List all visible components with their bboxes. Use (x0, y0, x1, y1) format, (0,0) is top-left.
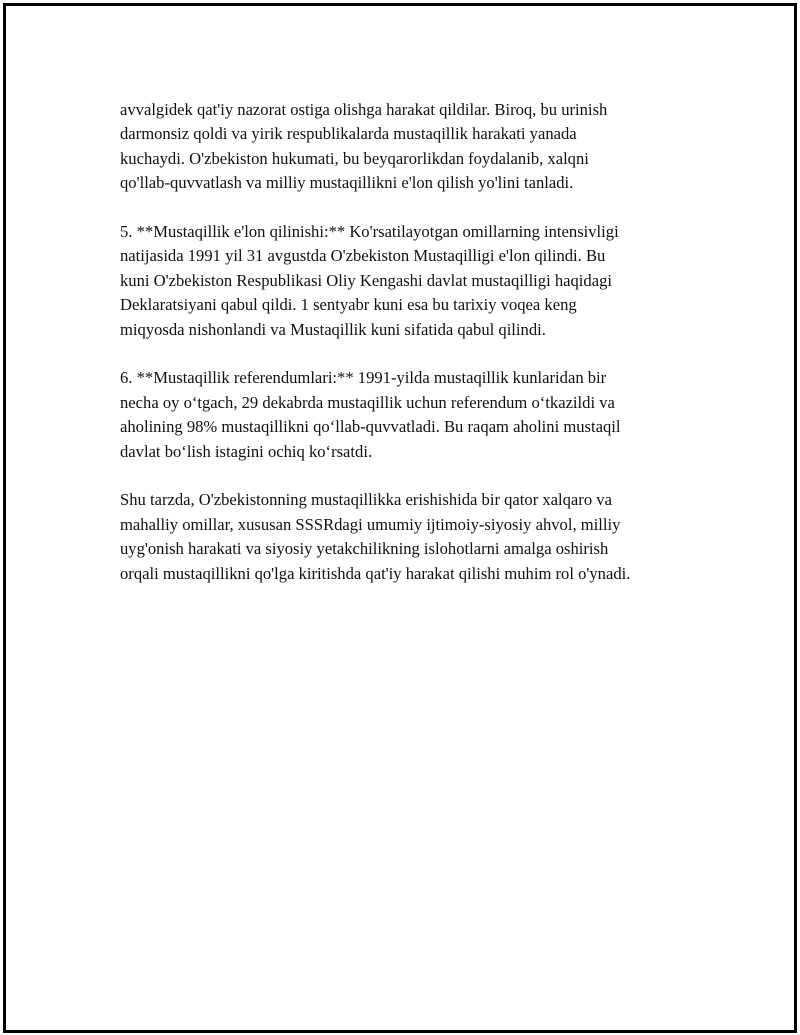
text-line: 5. **Mustaqillik e'lon qilinishi:** Ko'rsatilayotgan omillarning intensivligi (120, 222, 619, 242)
text-line: kuni O'zbekiston Respublikasi Oliy Kengashi davlat mustaqilligi haqidagi (120, 270, 612, 290)
paragraph-independence-declaration (120, 220, 700, 342)
text-line: mahalliy omillar, xususan SSSRdagi umumiy ijtimoiy-siyosiy ahvol, milliy (120, 514, 621, 534)
text-line: orqali mustaqillikni qo'lga kiritishda qat'iy harakat qilishi muhim rol o'ynadi. (120, 563, 631, 583)
text-line: davlat bo‘lish istagini ochiq ko‘rsatdi. (120, 441, 373, 461)
text-line: kuchaydi. O'zbekiston hukumati, bu beyqarorlikdan foydalanib, xalqni (120, 148, 589, 168)
text-line: aholining 98% mustaqillikni qo‘llab-quvvatladi. Bu raqam aholini mustaqil (120, 417, 621, 437)
document-body (120, 98, 700, 610)
paragraph-referendum (120, 366, 700, 464)
text-line: darmonsiz qoldi va yirik respublikalarda mustaqillik harakati yanada (120, 124, 577, 144)
text-line: qo'llab-quvvatlash va milliy mustaqillikni e'lon qilish yo'lini tanladi. (120, 173, 574, 193)
text-line: 6. **Mustaqillik referendumlari:** 1991-yilda mustaqillik kunlaridan bir (120, 368, 607, 388)
paragraph-continuation (120, 98, 700, 196)
paragraph-conclusion (120, 488, 700, 586)
text-line: necha oy o‘tgach, 29 dekabrda mustaqillik uchun referendum o‘tkazildi va (120, 392, 615, 412)
text-line: uyg'onish harakati va siyosiy yetakchilikning islohotlarni amalga oshirish (120, 539, 609, 559)
text-line: Shu tarzda, O'zbekistonning mustaqillikka erishishida bir qator xalqaro va (120, 490, 612, 510)
text-line: miqyosda nishonlandi va Mustaqillik kuni sifatida qabul qilindi. (120, 319, 546, 339)
text-line: Deklaratsiyani qabul qildi. 1 sentyabr kuni esa bu tarixiy voqea keng (120, 295, 577, 315)
text-line: avvalgidek qat'iy nazorat ostiga olishga harakat qildilar. Biroq, bu urinish (120, 100, 608, 119)
document-page (3, 3, 797, 1033)
text-line: natijasida 1991 yil 31 avgustda O'zbekiston Mustaqilligi e'lon qilindi. Bu (120, 246, 606, 266)
